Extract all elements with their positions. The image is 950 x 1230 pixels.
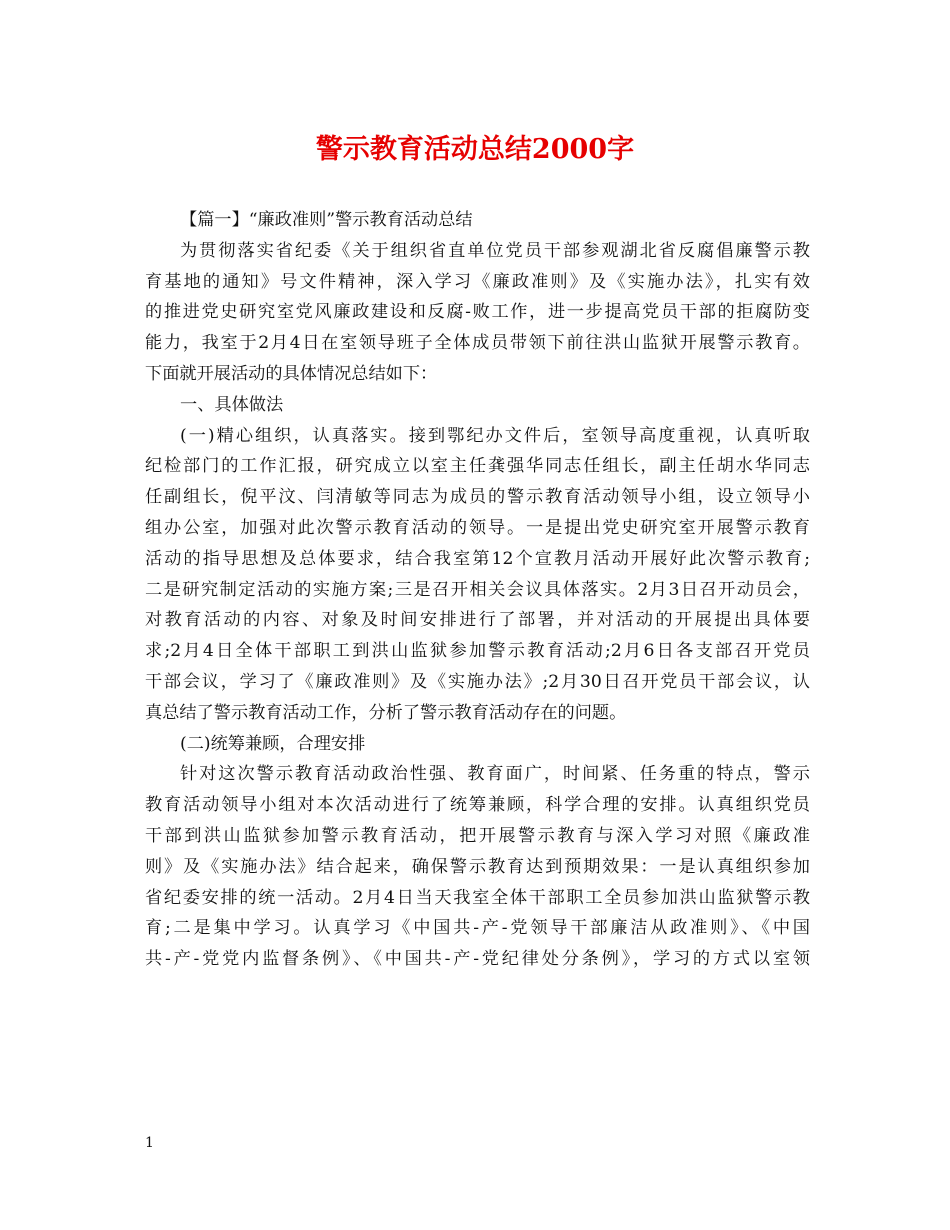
paragraph-line: 纪检部门的工作汇报，研究成立以室主任龚强华同志任组长，副主任胡水华同志: [145, 456, 810, 477]
paragraph-line: 的推进党史研究室党风廉政建设和反腐-败工作，进一步提高党员干部的拒腐防变: [145, 302, 810, 323]
paragraph-line: 干部到洪山监狱参加警示教育活动，把开展警示教育与深入学习对照《廉政准: [145, 825, 810, 846]
paragraph-line: (一)精心组织，认真落实。接到鄂纪办文件后，室领导高度重视，认真听取: [180, 425, 810, 446]
paragraph-line: 能力，我室于2月4日在室领导班子全体成员带领下前往洪山监狱开展警示教育。: [145, 333, 810, 354]
paragraph-line: 共-产-党党内监督条例》、《中国共-产-党纪律处分条例》，学习的方式以室领: [145, 949, 810, 970]
paragraph-line: 教育活动领导小组对本次活动进行了统筹兼顾，科学合理的安排。认真组织党员: [145, 795, 810, 816]
document-body: [145, 205, 810, 975]
subsection-heading: 一、具体做法: [180, 394, 284, 415]
paragraph-line: 省纪委安排的统一活动。2月4日当天我室全体干部职工全员参加洪山监狱警示教: [145, 887, 810, 908]
paragraph-line: 育;二是集中学习。认真学习《中国共-产-党领导干部廉洁从政准则》、《中国: [145, 918, 810, 939]
paragraph-line: 对教育活动的内容、对象及时间安排进行了部署，并对活动的开展提出具体要: [145, 610, 810, 631]
paragraph-line: 组办公室，加强对此次警示教育活动的领导。一是提出党史研究室开展警示教育: [145, 517, 810, 538]
paragraph-line: 育基地的通知》号文件精神，深入学习《廉政准则》及《实施办法》，扎实有效: [145, 271, 810, 292]
paragraph-line: 二是研究制定活动的实施方案;三是召开相关会议具体落实。2月3日召开动员会，: [145, 579, 810, 600]
paragraph-line: 干部会议，学习了《廉政准则》及《实施办法》;2月30日召开党员干部会议，认: [145, 671, 810, 692]
paragraph-line: 真总结了警示教育活动工作，分析了警示教育活动存在的问题。: [145, 702, 627, 723]
footer-divider: [145, 1157, 810, 1158]
paragraph-line: 则》及《实施办法》结合起来，确保警示教育达到预期效果：一是认真组织参加: [145, 856, 810, 877]
subsection-heading: (二)统筹兼顾，合理安排: [180, 733, 366, 754]
document-title: 警示教育活动总结2000字: [315, 134, 635, 165]
section-heading: 【篇一】“廉政准则”警示教育活动总结: [180, 210, 473, 230]
paragraph-line: 求;2月4日全体干部职工到洪山监狱参加警示教育活动;2月6日各支部召开党员: [145, 641, 810, 662]
paragraph-line: 针对这次警示教育活动政治性强、教育面广，时间紧、任务重的特点，警示: [180, 764, 810, 785]
paragraph-line: 任副组长，倪平汶、闫清敏等同志为成员的警示教育活动领导小组，设立领导小: [145, 487, 810, 508]
paragraph-line: 下面就开展活动的具体情况总结如下：: [145, 363, 438, 384]
paragraph-line: 为贯彻落实省纪委《关于组织省直单位党员干部参观湖北省反腐倡廉警示教: [180, 240, 810, 261]
page-number: 1: [145, 1135, 154, 1151]
paragraph-line: 活动的指导思想及总体要求，结合我室第12个宣教月活动开展好此次警示教育;: [145, 548, 810, 569]
